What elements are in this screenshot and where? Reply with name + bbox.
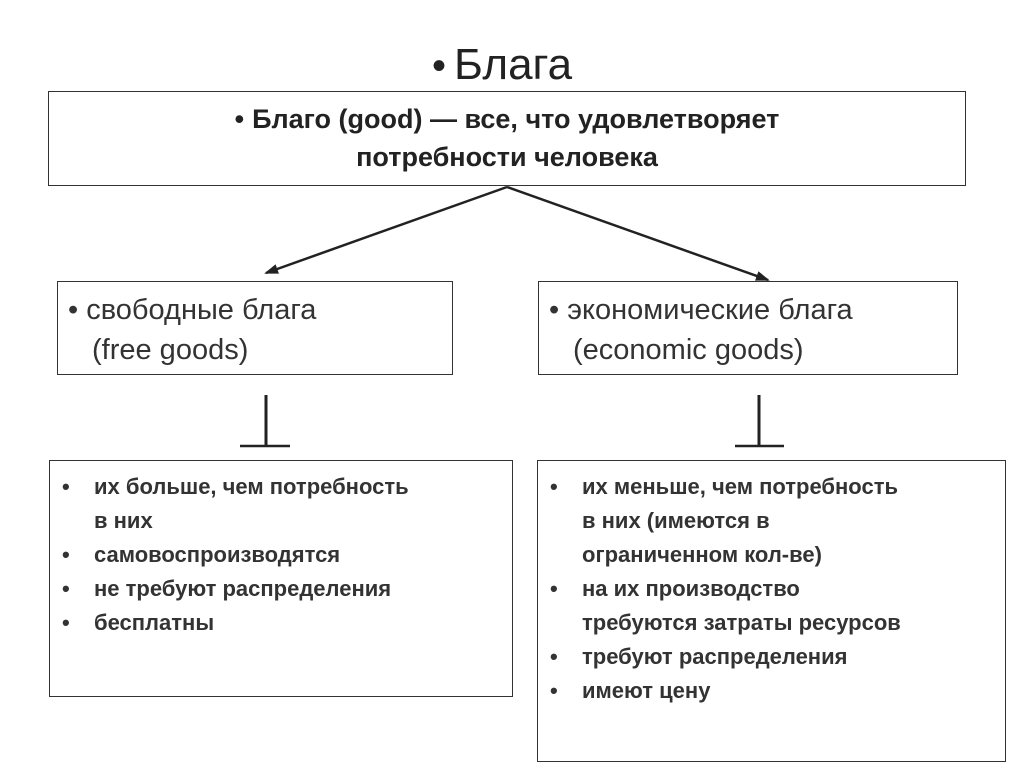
free-goods-label: свободные блага [86,294,317,326]
free-goods-down-connector [240,395,290,446]
list-item: • бесплатны [60,606,409,640]
arrow-to-economic-goods [507,187,768,280]
definition-bullet: • [234,104,245,134]
list-item: • имеют цену [548,674,901,708]
list-item: • их меньше, чем потребность в них (имеются в ограниченном кол-ве) [548,470,901,572]
arrow-to-free-goods [266,187,507,273]
list-item: • на их производство требуются затраты ресурсов [548,572,901,640]
list-item: • не требуют распределения [60,572,409,606]
economic-goods-label: экономические блага [567,294,853,326]
free-goods-text: • свободные блага (free goods) [68,290,316,370]
economic-goods-down-connector [735,395,784,446]
definition-line-2: потребности человека [356,142,658,172]
economic-goods-text: • экономические блага (economic goods) [549,290,853,370]
list-item: • требуют распределения [548,640,901,674]
title-bullet: • [432,44,447,88]
list-item: • их больше, чем потребность в них [60,470,409,538]
definition-line-1: Благо (good) — все, что удовлетворяет [252,104,780,134]
title-text: Блага [454,40,573,89]
free-goods-english: (free goods) [92,334,249,366]
list-item: • самовоспроизводятся [60,538,409,572]
economic-goods-english: (economic goods) [573,334,804,366]
